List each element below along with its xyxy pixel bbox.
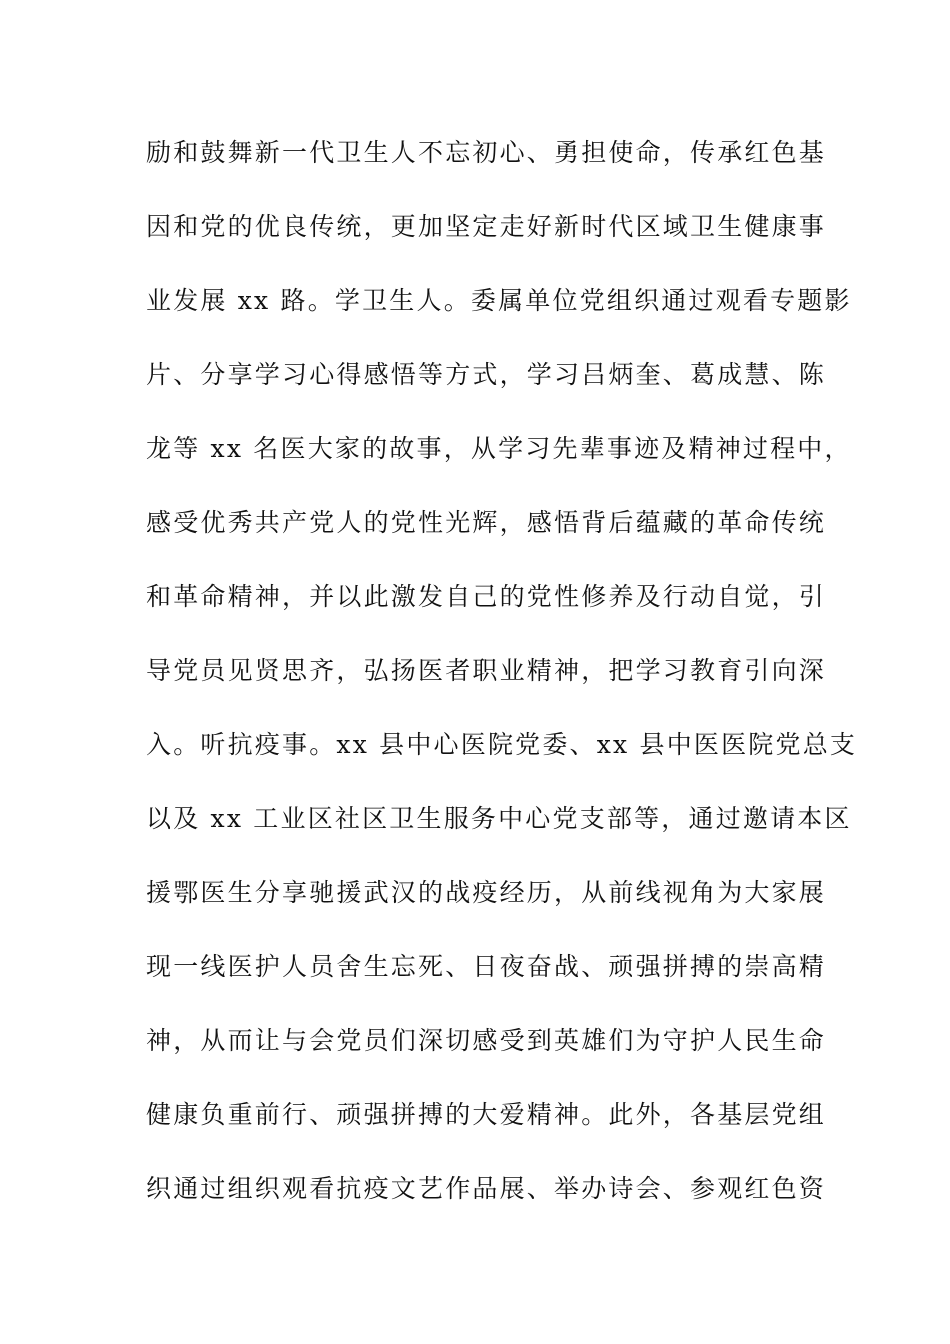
text-line: 援鄂医生分享驰援武汉的战疫经历，从前线视角为大家展: [146, 878, 827, 907]
text-line: 因和党的优良传统，更加坚定走好新时代区域卫生健康事: [146, 212, 827, 241]
text-line: 感受优秀共产党人的党性光辉，感悟背后蕴藏的革命传统: [146, 508, 827, 537]
text-line: 以及 xx 工业区社区卫生服务中心党支部等，通过邀请本区: [146, 804, 852, 833]
text-line: 导党员见贤思齐，弘扬医者职业精神，把学习教育引向深: [146, 656, 827, 685]
text-line: 业发展 xx 路。学卫生人。委属单位党组织通过观看专题影: [146, 286, 852, 315]
text-line: 片、分享学习心得感悟等方式，学习吕炳奎、葛成慧、陈: [146, 360, 827, 389]
text-line: 健康负重前行、顽强拼搏的大爱精神。此外，各基层党组: [146, 1100, 827, 1129]
text-line: 入。听抗疫事。xx 县中心医院党委、xx 县中医医院党总支: [146, 730, 858, 759]
text-line: 织通过组织观看抗疫文艺作品展、举办诗会、参观红色资: [146, 1174, 827, 1203]
text-line: 励和鼓舞新一代卫生人不忘初心、勇担使命，传承红色基: [146, 138, 827, 167]
text-line: 龙等 xx 名医大家的故事，从学习先辈事迹及精神过程中，: [146, 434, 852, 463]
text-line: 和革命精神，并以此激发自己的党性修养及行动自觉，引: [146, 582, 827, 611]
text-line: 现一线医护人员舍生忘死、日夜奋战、顽强拼搏的崇高精: [146, 952, 827, 981]
text-line: 神，从而让与会党员们深切感受到英雄们为守护人民生命: [146, 1026, 827, 1055]
